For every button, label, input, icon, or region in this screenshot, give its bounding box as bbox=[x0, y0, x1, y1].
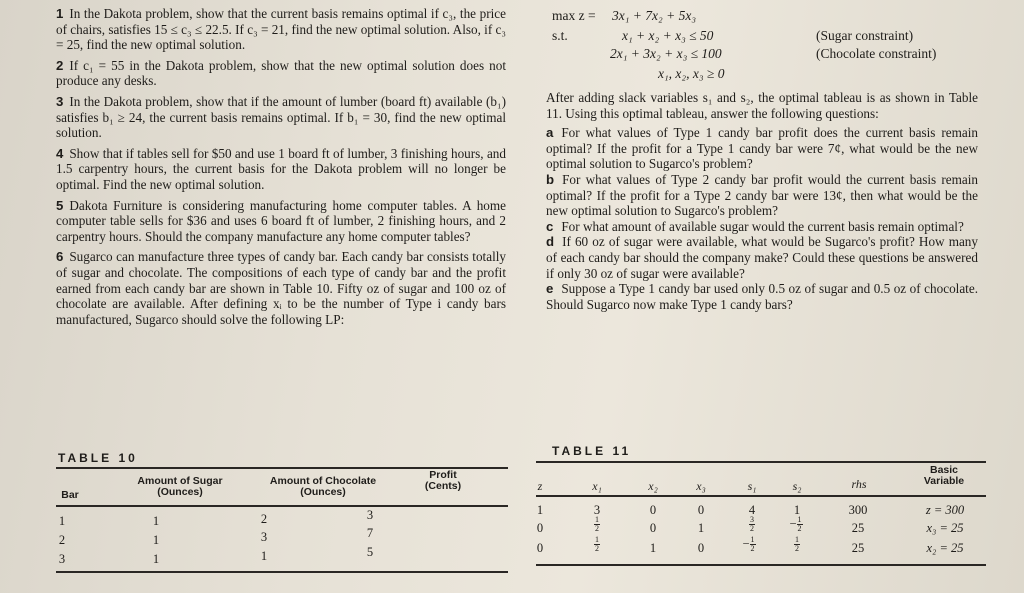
table-cell: x₃ = 25 bbox=[926, 521, 964, 535]
problem-number: 4 bbox=[56, 145, 64, 161]
table-11-header-x2: x₂ bbox=[648, 479, 658, 493]
question-letter: a bbox=[546, 125, 554, 141]
table-cell: z = 300 bbox=[925, 503, 965, 517]
question-c bbox=[546, 219, 978, 235]
table-cell: x₂ = 25 bbox=[926, 541, 964, 555]
problem-number: 2 bbox=[56, 57, 64, 73]
table-11-header-x1: x₁ bbox=[592, 479, 602, 493]
lp-note-chocolate: (Chocolate constraint) bbox=[816, 46, 937, 61]
left-column bbox=[56, 6, 506, 332]
problem-text: Dakota Furniture is considering manufacturing home computer tables. A home computer table sells for $36 and uses 6 board ft of lumber, 2 finishing hours, and 2 carpentry hours. Should the company manufacture any home computer tables? bbox=[56, 197, 506, 244]
lp-max-label: max z = bbox=[552, 8, 596, 23]
question-b bbox=[546, 172, 978, 219]
question-text: If 60 oz of sugar were available, what would be Sugarco's profit? How many of each candy bar should the company make? Could these questions be answered if only 30 oz of sugar were available? bbox=[546, 234, 978, 281]
table-cell: − $\frac{1}{2}$ bbox=[742, 535, 755, 553]
table-cell: 3 bbox=[366, 508, 374, 522]
lp-constraint-sugar: x₁ + x₂ + x₃ ≤ 50 bbox=[622, 28, 714, 43]
table-10-bottom-rule bbox=[56, 571, 508, 573]
problem-text: If c₁ = 55 in the Dakota problem, show that the new optimal solution does not produce any desks. bbox=[56, 57, 506, 89]
fraction-neg-one-half: $\frac{1}{2}$ bbox=[797, 515, 802, 533]
problem-1 bbox=[56, 6, 506, 53]
table-11-header-x3: x₃ bbox=[696, 479, 706, 493]
question-e bbox=[546, 281, 978, 312]
fraction-three-halves: $\frac{3}{2}$ bbox=[750, 515, 754, 533]
problem-number: 5 bbox=[56, 197, 64, 213]
table-11-header-s2: s₂ bbox=[792, 479, 802, 493]
table-cell: 1 bbox=[152, 533, 160, 547]
table-cell: 3 bbox=[593, 503, 601, 517]
fraction-one-half: $\frac{1}{2}$ bbox=[595, 515, 599, 533]
table-cell: 1 bbox=[58, 514, 66, 528]
right-column bbox=[546, 6, 978, 312]
problem-text: In the Dakota problem, show that the current basis remains optimal if c₃, the price of chairs, satisfies 15 ≤ c₃ ≤ 22.5. If c₃ = 21, find the new optimal solution. Also, if c₃ = 25, find the new optimal solution. bbox=[56, 6, 506, 53]
table-cell bbox=[586, 536, 608, 553]
table-cell: 0 bbox=[697, 503, 705, 517]
question-letter: d bbox=[546, 234, 555, 250]
table-cell: 25 bbox=[851, 521, 865, 535]
lp-objective: 3x₁ + 7x₂ + 5x₃ bbox=[612, 8, 697, 23]
problem-number: 1 bbox=[56, 6, 64, 21]
table-11-bottom-rule bbox=[536, 564, 986, 566]
table-cell: 300 bbox=[848, 503, 868, 517]
table-cell: 1 bbox=[260, 549, 268, 563]
table-cell: 1 bbox=[152, 514, 160, 528]
table-cell: 1 bbox=[793, 503, 801, 517]
question-a bbox=[546, 125, 978, 172]
table-cell: 1 bbox=[152, 552, 160, 566]
table-cell: 0 bbox=[536, 541, 544, 555]
fraction-one-half: $\frac{1}{2}$ bbox=[595, 535, 599, 553]
lp-formulation bbox=[546, 6, 978, 90]
lp-constraint-chocolate: 2x₁ + 3x₂ + x₃ ≤ 100 bbox=[610, 46, 722, 61]
table-cell: 7 bbox=[366, 526, 374, 540]
question-letter: e bbox=[546, 281, 554, 297]
table-cell: 0 bbox=[536, 521, 544, 535]
table-cell: 0 bbox=[649, 503, 657, 517]
problem-text: Sugarco can manufacture three types of candy bar. Each candy bar consists totally of sugar and chocolate. The compositions of each type of candy bar and the profit earned from each candy bar are shown in Table 10. Fifty oz of sugar and 100 oz of chocolate are available. After defining xᵢ to be the number of Type i candy bars manufactured, Sugarco should solve the following LP: bbox=[56, 249, 506, 327]
table-10-header-chocolate: Amount of Chocolate (Ounces) bbox=[269, 475, 377, 498]
lp-note-sugar: (Sugar constraint) bbox=[816, 28, 914, 43]
question-letter: b bbox=[546, 171, 555, 187]
tableau-intro: After adding slack variables s₁ and s₂, the optimal tableau is as shown in Table 11. Using this optimal tableau, answer the following questions: bbox=[546, 90, 978, 121]
table-cell: 1 bbox=[649, 541, 657, 555]
question-text: For what amount of available sugar would the current basis remain optimal? bbox=[561, 218, 964, 234]
table-cell: − $\frac{1}{2}$ bbox=[789, 515, 802, 533]
problem-6 bbox=[56, 249, 506, 327]
table-cell: 3 bbox=[260, 530, 268, 544]
table-cell: 2 bbox=[260, 512, 268, 526]
table-cell bbox=[741, 516, 763, 533]
table-cell: 0 bbox=[697, 541, 705, 555]
table-10-header-bar: Bar bbox=[61, 489, 79, 501]
table-10-header-rule bbox=[56, 505, 508, 507]
table-11-header-basic: Basic Variable bbox=[923, 464, 965, 487]
table-11-header-rhs: rhs bbox=[851, 477, 867, 491]
question-d bbox=[546, 234, 978, 281]
table-10-header-profit: Profit (Cents) bbox=[424, 469, 462, 492]
table-11-title: TABLE 11 bbox=[552, 444, 632, 458]
fraction-one-half: $\frac{1}{2}$ bbox=[795, 535, 799, 553]
problem-text: In the Dakota problem, show that if the amount of lumber (board ft) available (b₁) satisfies b₁ ≥ 24, the current basis remains optimal. If b₁ = 30, find the new optimal solution. bbox=[56, 93, 506, 141]
problem-number: 6 bbox=[56, 249, 64, 265]
lp-nonnegativity: x₁, x₂, x₃ ≥ 0 bbox=[658, 66, 725, 81]
table-11-top-rule bbox=[536, 461, 986, 463]
table-10-header-sugar: Amount of Sugar (Ounces) bbox=[137, 475, 223, 498]
problem-5 bbox=[56, 198, 506, 245]
table-cell: 2 bbox=[58, 533, 66, 547]
table-cell: 4 bbox=[748, 503, 756, 517]
problem-2 bbox=[56, 58, 506, 89]
problem-number: 3 bbox=[56, 93, 64, 109]
table-11-header-s1: s₁ bbox=[747, 479, 757, 493]
table-11-header-rule bbox=[536, 495, 986, 497]
table-cell: 25 bbox=[851, 541, 865, 555]
problem-text: Show that if tables sell for $50 and use 1 board ft of lumber, 3 finishing hours, and 1.5 carpentry hours, the current basis for the Dakota problem will no longer be optimal. Find the new optimal solution. bbox=[56, 145, 506, 192]
question-text: For what values of Type 2 candy bar profit would the current basis remain optimal? If the profit for a Type 2 candy bar were 13¢, then what would be the new optimal solution to Sugarco's problem? bbox=[546, 171, 978, 219]
problem-3 bbox=[56, 94, 506, 141]
table-cell: 1 bbox=[536, 503, 544, 517]
table-cell: 0 bbox=[649, 521, 657, 535]
table-cell: 5 bbox=[366, 545, 374, 559]
table-cell bbox=[786, 536, 808, 553]
table-10-title: TABLE 10 bbox=[58, 451, 138, 465]
table-cell: 3 bbox=[58, 552, 66, 566]
problem-4 bbox=[56, 146, 506, 193]
question-text: Suppose a Type 1 candy bar used only 0.5 oz of sugar and 0.5 oz of chocolate. Should Sugarco now make Type 1 candy bars? bbox=[546, 281, 978, 312]
lp-st-label: s.t. bbox=[552, 28, 568, 43]
fraction-neg-one-half: $\frac{1}{2}$ bbox=[750, 535, 755, 553]
question-letter: c bbox=[546, 218, 554, 234]
table-cell bbox=[586, 516, 608, 533]
table-cell: 1 bbox=[697, 521, 705, 535]
question-text: For what values of Type 1 candy bar profit does the current basis remain optimal? If the profit for a Type 1 candy bar were 7¢, what would be the new optimal solution to Sugarco's problem? bbox=[546, 125, 978, 172]
table-11-header-z: z bbox=[537, 479, 543, 493]
